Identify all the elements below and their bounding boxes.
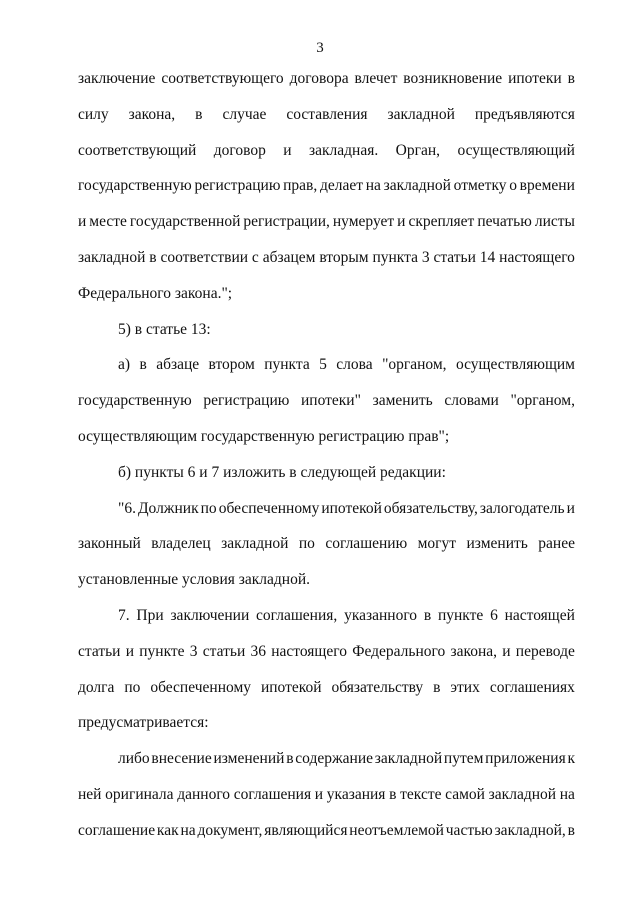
word: соглашениях — [489, 678, 575, 696]
word: соответствующий — [78, 141, 197, 159]
word: статьи — [433, 248, 476, 266]
word: закладная. — [309, 141, 379, 159]
word: статьи — [202, 642, 246, 660]
word: и — [314, 785, 324, 803]
text-line — [78, 97, 575, 133]
text-line — [78, 670, 575, 706]
word: соответствии — [160, 248, 249, 266]
text-line — [78, 347, 575, 383]
word: осуществляющий — [457, 141, 575, 159]
word: слова — [336, 356, 373, 374]
word: в — [423, 606, 432, 624]
word: силу — [78, 105, 109, 123]
word: обеспеченному — [218, 499, 320, 517]
word: "органом, — [510, 392, 575, 410]
word: закладной — [78, 248, 146, 266]
word: Должник — [137, 499, 199, 517]
word: изменить — [466, 535, 528, 553]
word: в — [433, 678, 441, 696]
word: вторым — [319, 248, 369, 266]
word: абзацем — [262, 248, 316, 266]
word: в — [149, 248, 157, 266]
word: случае — [222, 105, 267, 123]
word: пункта — [264, 356, 310, 374]
word: ранее — [538, 535, 575, 553]
word: тексте — [400, 785, 442, 803]
word: по — [200, 499, 217, 517]
word: заменить — [372, 392, 433, 410]
word: в — [139, 356, 147, 374]
text-line: установленные условия закладной. — [78, 571, 310, 589]
word: настоящего — [499, 248, 575, 266]
word: закладной — [383, 177, 451, 195]
word: договор — [213, 141, 266, 159]
word: ипотекой — [321, 499, 382, 517]
word: При — [136, 606, 164, 624]
word: влечет — [354, 70, 398, 87]
word: в — [286, 750, 294, 768]
word: 3 — [421, 248, 430, 266]
word: и — [125, 642, 134, 660]
word: закона, — [450, 642, 498, 660]
word: статьи — [78, 642, 121, 660]
word: этих — [450, 678, 480, 696]
text-line — [78, 634, 575, 670]
word: государственной — [129, 213, 241, 231]
word: печатью — [477, 213, 532, 231]
word: в — [389, 785, 397, 803]
word: с — [251, 248, 259, 266]
word: залогодатель — [479, 499, 565, 517]
word: отметку — [453, 177, 507, 195]
word: приложения — [485, 750, 566, 768]
word: регистрацию — [194, 177, 281, 195]
word: закладной — [221, 535, 289, 553]
word: "органом, — [382, 356, 447, 374]
word: прав, — [283, 177, 318, 195]
word: к — [567, 750, 575, 768]
word: являющийся — [264, 821, 348, 839]
text-line — [78, 133, 575, 169]
word: содержание — [295, 750, 374, 768]
word: указанного — [344, 606, 418, 624]
word: и — [397, 213, 406, 231]
word: ипотекой — [260, 678, 322, 696]
word: изменений — [213, 750, 285, 768]
word: Федерального — [352, 642, 446, 660]
word: "6. — [118, 499, 136, 517]
word: втором — [208, 356, 255, 374]
text-line — [78, 168, 575, 204]
word: и — [502, 642, 511, 660]
word: неотъемлемой — [349, 821, 444, 839]
word: частью — [445, 821, 493, 839]
word: долга — [78, 678, 115, 696]
word: договора — [289, 70, 349, 87]
word: и — [283, 141, 292, 159]
word: составления — [286, 105, 368, 123]
word: либо — [118, 750, 150, 768]
word: пункте — [139, 642, 185, 660]
word: 5 — [319, 356, 327, 374]
word: государственную — [78, 177, 192, 195]
word: соглашению — [325, 535, 408, 553]
word: владелец — [151, 535, 211, 553]
word: настоящего — [271, 642, 347, 660]
word: по — [298, 535, 315, 553]
word: а) — [118, 356, 131, 374]
word: заключении — [170, 606, 250, 624]
word: обязательству — [331, 678, 424, 696]
word: ипотеки" — [300, 392, 361, 410]
text-line — [78, 526, 575, 562]
word: внесение — [151, 750, 212, 768]
word: соглашение — [78, 821, 156, 839]
text-line: Федерального закона."; — [78, 284, 233, 302]
word: в — [567, 70, 575, 87]
word: 3 — [189, 642, 198, 660]
text-line — [78, 741, 575, 777]
word: 7. — [118, 606, 130, 624]
word: предъявляются — [474, 105, 575, 123]
word: 14 — [479, 248, 496, 266]
word: указания — [326, 785, 386, 803]
word: законный — [78, 535, 141, 553]
word: соглашения, — [256, 606, 338, 624]
word: закладной — [387, 105, 455, 123]
word: по — [124, 678, 141, 696]
word: оригинала — [105, 785, 174, 803]
word: документ, — [197, 821, 263, 839]
word: регистрацию — [203, 392, 290, 410]
word: в — [195, 105, 203, 123]
text-line — [78, 61, 575, 97]
word: листы — [534, 213, 575, 231]
word: обеспеченному — [150, 678, 252, 696]
text-line — [78, 813, 575, 849]
text-line: 5) в статье 13: — [118, 320, 211, 338]
word: соответствующего — [161, 70, 284, 87]
word: закона, — [128, 105, 176, 123]
word: данного — [177, 785, 231, 803]
word: закладной — [488, 785, 557, 803]
text-line — [78, 240, 575, 276]
text-line: осуществляющим государственную регистрацию прав"; — [78, 427, 450, 445]
word: закладной — [374, 750, 443, 768]
word: словами — [444, 392, 499, 410]
text-line — [78, 204, 575, 240]
word: пункта — [372, 248, 418, 266]
text-line — [78, 383, 575, 419]
word: месте — [89, 213, 127, 231]
word: заключение — [78, 70, 156, 87]
word: закладной, — [494, 821, 566, 839]
word: возникновение — [403, 70, 503, 87]
word: путем — [443, 750, 484, 768]
text-line — [78, 777, 575, 813]
word: скрепляет — [408, 213, 475, 231]
word: осуществляющим — [455, 356, 575, 374]
word: 36 — [250, 642, 266, 660]
word: абзаце — [156, 356, 200, 374]
word: времени — [519, 177, 575, 195]
word: о — [509, 177, 517, 195]
word: и — [78, 213, 87, 231]
word: на — [365, 177, 381, 195]
word: 6 — [490, 606, 498, 624]
word: пункте — [437, 606, 484, 624]
word: как — [156, 821, 179, 839]
word: настоящей — [504, 606, 575, 624]
page-number: 3 — [316, 40, 324, 56]
word: нумерует — [332, 213, 395, 231]
document-body — [78, 61, 575, 849]
word: на — [559, 785, 575, 803]
text-line — [78, 598, 575, 634]
text-line: предусматривается: — [78, 714, 209, 732]
word: ней — [78, 785, 102, 803]
word: соглашения — [233, 785, 312, 803]
word: переводе — [515, 642, 575, 660]
word: самой — [445, 785, 485, 803]
word: на — [180, 821, 196, 839]
word: государственную — [78, 392, 192, 410]
word: делает — [319, 177, 363, 195]
text-line — [78, 491, 575, 527]
word: регистрации, — [243, 213, 330, 231]
word: могут — [417, 535, 457, 553]
word: Орган, — [395, 141, 441, 159]
text-line: б) пункты 6 и 7 изложить в следующей редакции: — [118, 463, 446, 481]
word: обязательству, — [383, 499, 478, 517]
word: в — [567, 821, 575, 839]
word: ипотеки — [508, 70, 562, 87]
word: и — [566, 499, 575, 517]
